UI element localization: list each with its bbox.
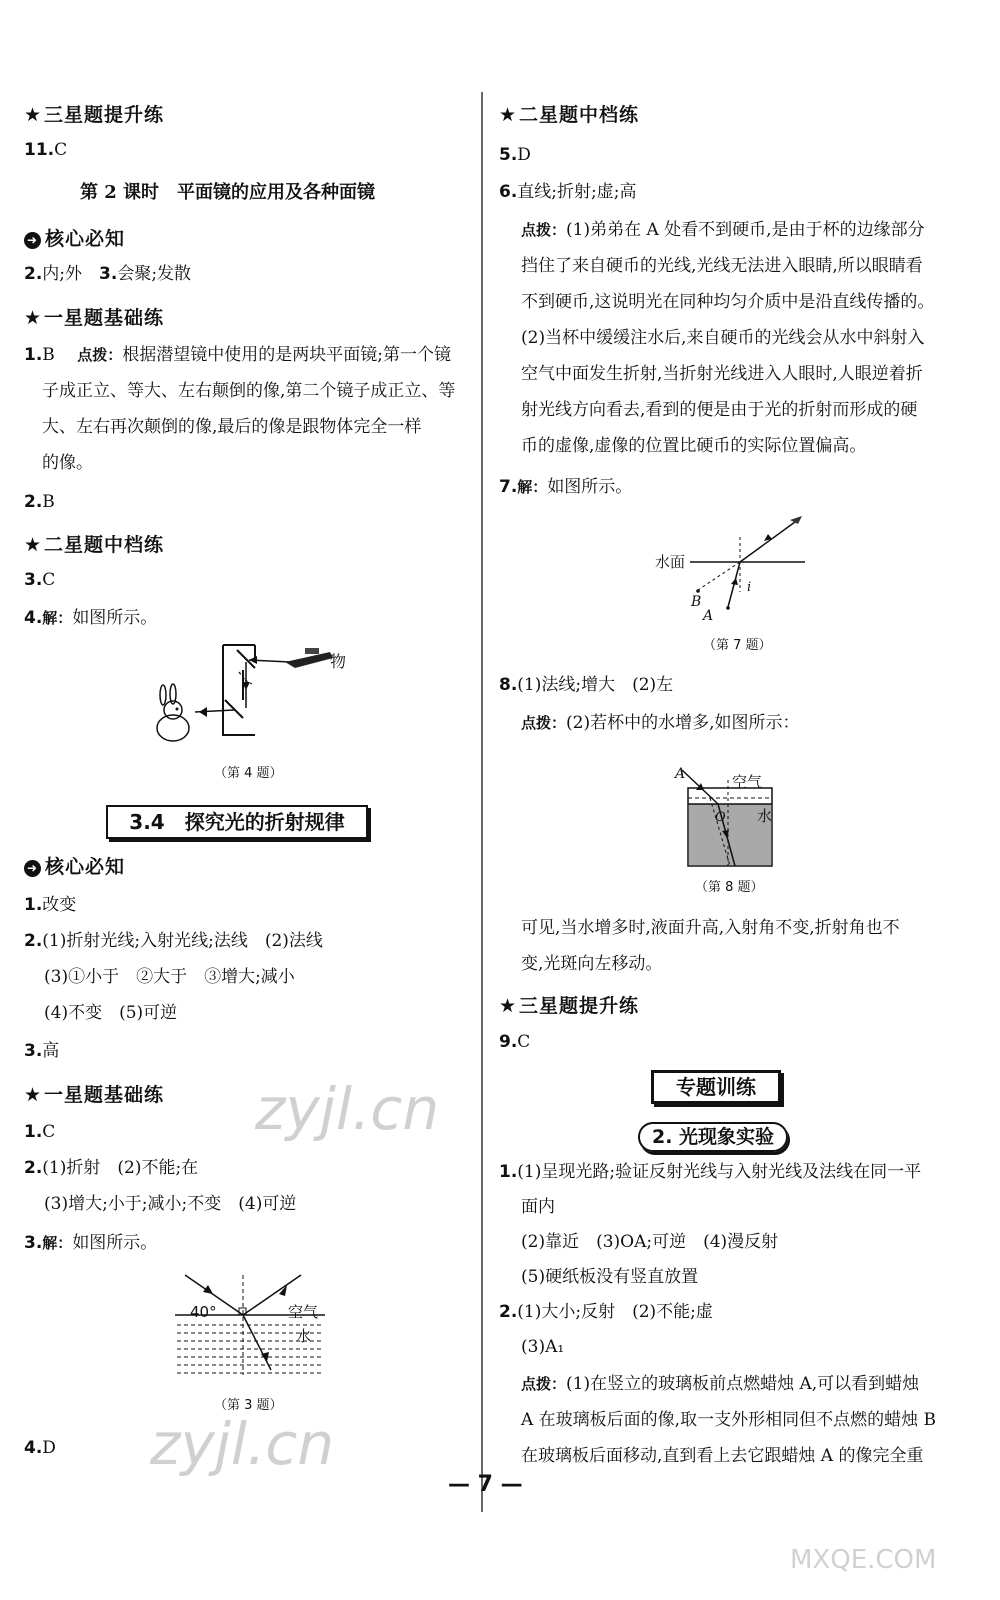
watermark-top: zyjl.cn: [255, 1075, 440, 1143]
answer-1-line2: 子成正立、等大、左右颠倒的像,第二个镜子成正立、等: [42, 381, 456, 401]
answer-7: 7.解：如图所示。: [499, 477, 633, 497]
topic-pill: 2. 光现象实验: [638, 1122, 788, 1152]
answer-6-line3: 不到硬币,这说明光在同种均匀介质中是沿直线传播的。: [521, 292, 935, 312]
figure-8-air-label: 空气: [732, 773, 763, 791]
star-icon: ★: [24, 104, 43, 126]
answer-6-line7: 币的虚像,虚像的位置比硬币的实际位置偏高。: [521, 436, 867, 456]
answer-6: 6.直线;折射;虚;高: [499, 182, 637, 202]
answer-6-line5: 空气中面发生折射,当折射光线进入人眼时,人眼逆着折: [521, 364, 923, 384]
t-answer-2-line4: A 在玻璃板后面的像,取一支外形相同但不点燃的蜡烛 B: [521, 1410, 936, 1430]
answer-11: 11.C: [24, 140, 68, 160]
answer-1-line3: 大、左右再次颠倒的像,最后的像是跟物体完全一样: [42, 417, 422, 437]
section-heading-sanxing-right: ★ 三星题提升练: [499, 995, 640, 1017]
section-heading-yixing-2: ★ 一星题基础练: [24, 1084, 165, 1106]
k-answer-2: 2.(1)折射光线;入射光线;法线 (2)法线: [24, 931, 323, 951]
section-heading-erxing-right: ★ 二星题中档练: [499, 104, 640, 126]
answer-6-line6: 射光线方向看去,看到的便是由于光的折射而形成的硬: [521, 400, 918, 420]
column-divider: [481, 92, 483, 1512]
arrow-circle-icon: ➜: [24, 860, 41, 877]
t-answer-2-tip: 点拨：(1)在竖立的玻璃板前点燃蜡烛 A,可以看到蜡烛: [521, 1374, 920, 1394]
answer-3: 3.C: [24, 570, 56, 590]
star-icon: ★: [499, 104, 518, 126]
watermark-bottom: zyjl.cn: [150, 1410, 335, 1478]
y-answer-1: 1.C: [24, 1122, 56, 1142]
k-answer-2-line3: (4)不变 (5)可逆: [44, 1003, 178, 1023]
answer-1: 1.B 点拨：根据潜望镜中使用的是两块平面镜;第一个镜: [24, 345, 451, 365]
t-answer-1-line4: (5)硬纸板没有竖直放置: [521, 1267, 699, 1287]
figure-7-B-label: B: [691, 594, 702, 610]
answer-9: 9.C: [499, 1032, 531, 1052]
y-answer-4: 4.D: [24, 1438, 56, 1458]
page-number: — 7 —: [448, 1472, 523, 1497]
figure-8-A-label: A: [675, 766, 686, 782]
section-heading-erxing: ★ 二星题中档练: [24, 534, 165, 556]
answer-8-line1: 可见,当水增多时,液面升高,入射角不变,折射角也不: [521, 918, 900, 938]
star-icon: ★: [24, 1084, 43, 1106]
star-icon: ★: [499, 995, 518, 1017]
t-answer-2-line5: 在玻璃板后面移动,直到看上去它跟蜡烛 A 的像完全重: [521, 1446, 924, 1466]
right-column: [485, 0, 1000, 1600]
section-heading-hexin: ➜ 核心必知: [24, 224, 125, 251]
star-icon: ★: [24, 307, 43, 329]
section-heading-sanxing: ★ 三星题提升练: [24, 104, 165, 126]
figure-3-caption: （第 3 题）: [214, 1398, 283, 1413]
k-answer-3: 3.高: [24, 1041, 60, 1061]
figure-7-caption: （第 7 题）: [703, 638, 772, 653]
answer-6-tip: 点拨：(1)弟弟在 A 处看不到硬币,是由于杯的边缘部分: [521, 220, 925, 240]
figure-8-water-label: 水: [757, 807, 773, 825]
section-heading-hexin-2: ➜ 核心必知: [24, 852, 125, 879]
answer-4: 4.解：如图所示。: [24, 608, 158, 628]
t-answer-1-line2: 面内: [521, 1197, 555, 1217]
answer-6-line4: (2)当杯中缓缓注水后,来自硬币的光线会从水中斜射入: [521, 328, 925, 348]
k-answer-1: 1.改变: [24, 895, 77, 915]
special-training-box: 专题训练: [651, 1070, 781, 1104]
answer-2-3: 2.内;外 3.会聚;发散: [24, 264, 192, 284]
y-answer-3: 3.解：如图所示。: [24, 1233, 158, 1253]
figure-7-i-label: i: [747, 580, 752, 595]
lesson-title: 第 2 课时 平面镜的应用及各种面镜: [80, 182, 376, 203]
answer-2: 2.B: [24, 492, 55, 512]
figure-7-A-label: A: [703, 608, 714, 624]
figure-4-caption: （第 4 题）: [214, 766, 283, 781]
arrow-circle-icon: ➜: [24, 232, 41, 249]
figure-8-caption: （第 8 题）: [695, 880, 764, 895]
figure-7-water-label: 水面: [655, 553, 686, 571]
figure-3-angle-label: 40°: [190, 1303, 217, 1321]
t-answer-1: 1.(1)呈现光路;验证反射光线与入射光线及法线在同一平: [499, 1162, 922, 1182]
t-answer-2-line2: (3)A₁: [521, 1337, 565, 1357]
t-answer-2: 2.(1)大小;反射 (2)不能;虚: [499, 1302, 713, 1322]
t-answer-1-line3: (2)靠近 (3)OA;可逆 (4)漫反射: [521, 1232, 779, 1252]
figure-3-air-label: 空气: [288, 1303, 319, 1321]
figure-4-object-label: 物: [330, 652, 347, 671]
answer-8: 8.(1)法线;增大 (2)左: [499, 675, 674, 695]
answer-6-line2: 挡住了来自硬币的光线,光线无法进入眼睛,所以眼睛看: [521, 256, 923, 276]
answer-8-tip: 点拨：(2)若杯中的水增多,如图所示：: [521, 713, 800, 733]
k-answer-2-line2: (3)①小于 ②大于 ③增大;减小: [44, 967, 295, 987]
y-answer-2: 2.(1)折射 (2)不能;在: [24, 1158, 199, 1178]
watermark-site: MXQE.COM: [790, 1545, 937, 1575]
figure-3-water-label: 水: [296, 1327, 312, 1345]
left-column: [0, 0, 480, 1600]
star-icon: ★: [24, 534, 43, 556]
figure-8-O-label: O: [715, 810, 726, 825]
answer-8-line2: 变,光斑向左移动。: [521, 954, 663, 974]
answer-5: 5.D: [499, 145, 531, 165]
section-title-box: 3.4 探究光的折射规律: [106, 805, 368, 839]
y-answer-2-line2: (3)增大;小于;减小;不变 (4)可逆: [44, 1194, 297, 1214]
answer-1-line4: 的像。: [42, 453, 93, 473]
section-heading-yixing: ★ 一星题基础练: [24, 307, 165, 329]
